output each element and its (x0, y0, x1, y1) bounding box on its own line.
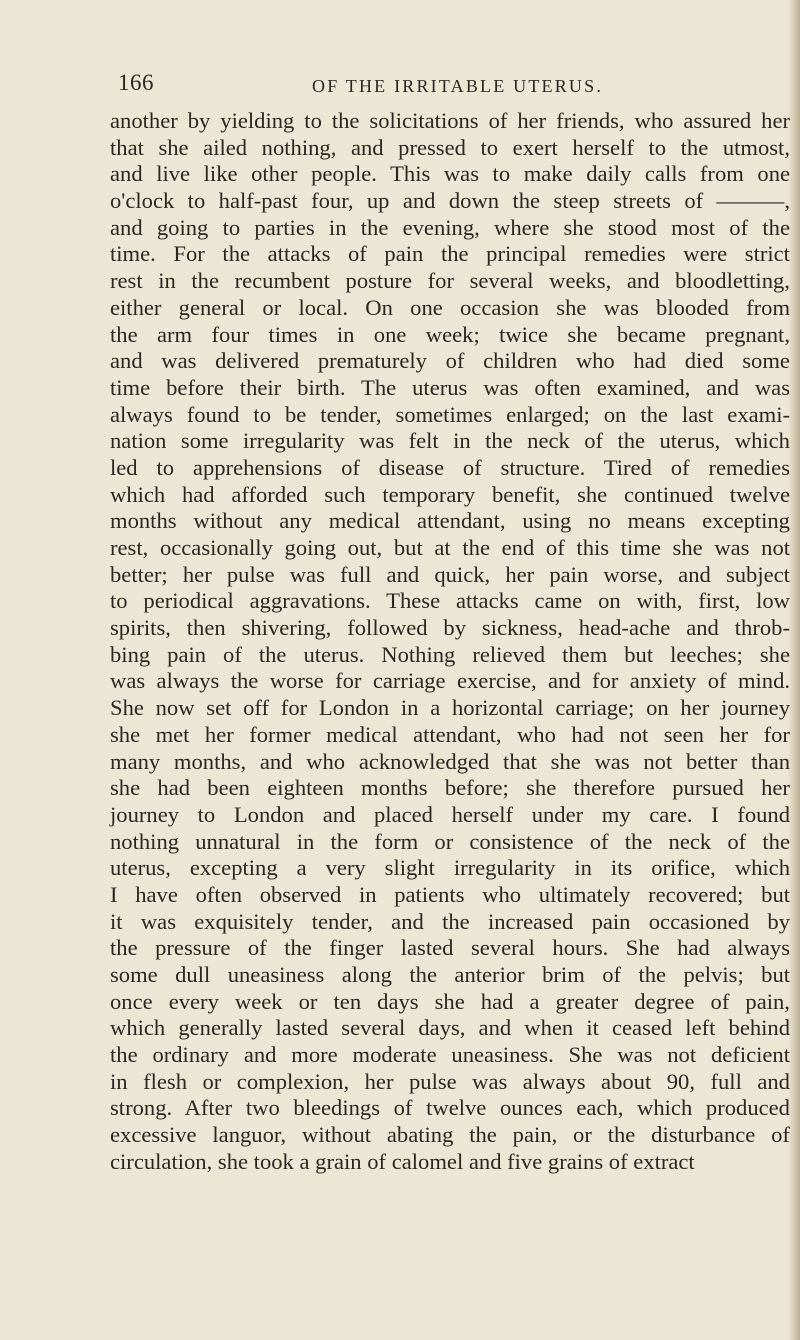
text-line: better; her pulse was full and quick, her pain worse, and subject (110, 561, 790, 587)
text-line: bing pain of the uterus. Nothing relieved them but leeches; she (110, 641, 790, 667)
text-line: and live like other people. This was to make daily calls from one (110, 161, 791, 187)
text-line: circulation, she took a grain of calomel and five grains of extract (110, 1148, 695, 1174)
text-line: nation some irregularity was felt in the neck of the uterus, which (110, 428, 790, 454)
text-line: she met her former medical attendant, who had not seen her for (110, 721, 790, 747)
text-line: rest in the recumbent posture for several weeks, and bloodletting, (110, 268, 790, 294)
text-line: which generally lasted several days, and when it ceased left behind (110, 1015, 791, 1041)
text-line: and going to parties in the evening, where she stood most of the (110, 214, 790, 240)
text-line: some dull uneasiness along the anterior brim of the pelvis; but (110, 962, 791, 987)
text-line: She now set off for London in a horizontal carriage; on her journey (110, 695, 791, 721)
text-line: rest, occasionally going out, but at the end of this time she was not (110, 535, 791, 560)
page-number: 166 (118, 70, 154, 95)
text-line: journey to London and placed herself under my care. I found (110, 801, 791, 827)
text-line: led to apprehensions of disease of structure. Tired of remedies (110, 454, 791, 480)
text-line: time. For the attacks of pain the principal remedies were strict (110, 241, 790, 267)
text-line: nothing unnatural in the form or consistence of the neck of the (110, 828, 790, 854)
text-line: it was exquisitely tender, and the increased pain occasioned by (110, 908, 791, 934)
text-line: months without any medical attendant, using no means excepting (110, 508, 790, 534)
text-line: strong. After two bleedings of twelve ounces each, which produced (110, 1095, 790, 1121)
text-line: uterus, excepting a very slight irregularity in its orifice, which (110, 855, 790, 881)
text-line: excessive languor, without abating the pain, or the disturbance of (110, 1122, 790, 1148)
text-line: the pressure of the finger lasted several hours. She had always (110, 935, 791, 961)
text-line: and was delivered prematurely of children who had died some (110, 348, 790, 374)
body-paragraph (110, 108, 800, 1176)
text-line: the arm four times in one week; twice she became pregnant, (110, 321, 790, 347)
text-line: o'clock to half-past four, up and down the steep streets of ———, (110, 188, 790, 214)
text-line: always found to be tender, sometimes enlarged; on the last exami- (110, 401, 791, 427)
text-line: time before their birth. The uterus was often examined, and was (110, 374, 790, 400)
text-line: was always the worse for carriage exercise, and for anxiety of mind. (110, 668, 791, 694)
running-title: OF THE IRRITABLE UTERUS. (312, 76, 604, 96)
text-line: to periodical aggravations. These attacks came on with, first, low (110, 588, 790, 614)
text-line: spirits, then shivering, followed by sickness, head-ache and throb- (110, 615, 790, 641)
text-line: she had been eighteen months before; she therefore pursued her (110, 775, 790, 801)
text-line: once every week or ten days she had a greater degree of pain, (110, 988, 790, 1014)
text-line: the ordinary and more moderate uneasiness. She was not deficient (110, 1042, 790, 1068)
text-line: I have often observed in patients who ultimately recovered; but (110, 881, 791, 907)
text-line: another by yielding to the solicitations of her friends, who assured her (110, 108, 790, 133)
text-line: in flesh or complexion, her pulse was always about 90, full and (110, 1068, 790, 1094)
text-line: that she ailed nothing, and pressed to exert herself to the utmost, (110, 134, 790, 160)
text-line: either general or local. On one occasion she was blooded from (110, 294, 791, 320)
text-line: which had afforded such temporary benefit, she continued twelve (110, 481, 791, 507)
text-line: many months, and who acknowledged that she was not better than (110, 748, 791, 774)
